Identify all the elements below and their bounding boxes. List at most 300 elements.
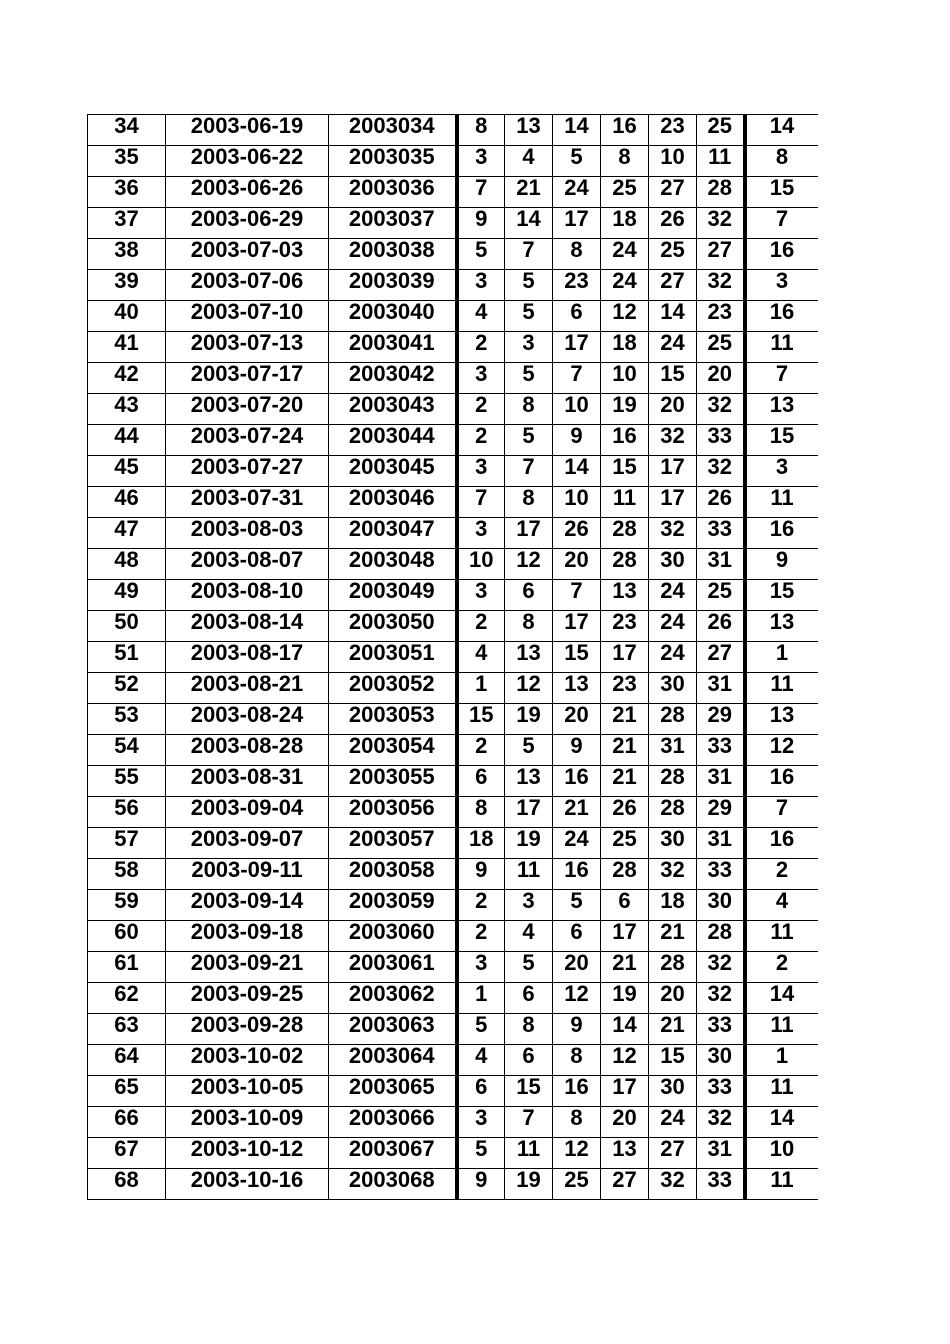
red-ball-2-cell: 17 [505, 518, 553, 549]
row-index-cell: 43 [88, 394, 166, 425]
red-ball-5-cell: 18 [649, 890, 697, 921]
issue-number-cell: 2003057 [329, 828, 457, 859]
red-ball-6-cell: 30 [697, 890, 745, 921]
red-ball-3-cell: 6 [553, 921, 601, 952]
draw-date-cell: 2003-07-13 [166, 332, 329, 363]
red-ball-4-cell: 14 [601, 1014, 649, 1045]
red-ball-4-cell: 28 [601, 859, 649, 890]
red-ball-3-cell: 23 [553, 270, 601, 301]
red-ball-5-cell: 28 [649, 952, 697, 983]
issue-number-cell: 2003050 [329, 611, 457, 642]
blue-ball-cell: 16 [745, 301, 818, 332]
red-ball-6-cell: 25 [697, 332, 745, 363]
red-ball-3-cell: 21 [553, 797, 601, 828]
issue-number-cell: 2003037 [329, 208, 457, 239]
draw-date-cell: 2003-09-14 [166, 890, 329, 921]
row-index-cell: 60 [88, 921, 166, 952]
table-row [88, 487, 818, 518]
red-ball-6-cell: 31 [697, 766, 745, 797]
row-index-cell: 37 [88, 208, 166, 239]
red-ball-3-cell: 6 [553, 301, 601, 332]
red-ball-2-cell: 5 [505, 735, 553, 766]
red-ball-3-cell: 7 [553, 580, 601, 611]
red-ball-1-cell: 7 [457, 177, 505, 208]
draw-date-cell: 2003-08-07 [166, 549, 329, 580]
red-ball-2-cell: 8 [505, 1014, 553, 1045]
row-index-cell: 56 [88, 797, 166, 828]
red-ball-1-cell: 2 [457, 890, 505, 921]
red-ball-1-cell: 3 [457, 146, 505, 177]
red-ball-5-cell: 32 [649, 518, 697, 549]
red-ball-3-cell: 20 [553, 549, 601, 580]
blue-ball-cell: 7 [745, 208, 818, 239]
red-ball-5-cell: 20 [649, 394, 697, 425]
red-ball-4-cell: 23 [601, 673, 649, 704]
red-ball-3-cell: 10 [553, 394, 601, 425]
row-index-cell: 61 [88, 952, 166, 983]
issue-number-cell: 2003055 [329, 766, 457, 797]
red-ball-1-cell: 1 [457, 983, 505, 1014]
red-ball-4-cell: 18 [601, 208, 649, 239]
red-ball-3-cell: 17 [553, 208, 601, 239]
red-ball-5-cell: 32 [649, 1169, 697, 1200]
red-ball-6-cell: 27 [697, 239, 745, 270]
red-ball-4-cell: 20 [601, 1107, 649, 1138]
red-ball-1-cell: 18 [457, 828, 505, 859]
red-ball-2-cell: 21 [505, 177, 553, 208]
table-row [88, 177, 818, 208]
red-ball-1-cell: 2 [457, 921, 505, 952]
blue-ball-cell: 11 [745, 487, 818, 518]
red-ball-3-cell: 24 [553, 828, 601, 859]
blue-ball-cell: 12 [745, 735, 818, 766]
issue-number-cell: 2003043 [329, 394, 457, 425]
row-index-cell: 36 [88, 177, 166, 208]
red-ball-2-cell: 13 [505, 115, 553, 146]
red-ball-4-cell: 11 [601, 487, 649, 518]
red-ball-6-cell: 26 [697, 611, 745, 642]
lottery-draw-table [87, 114, 818, 1200]
blue-ball-cell: 16 [745, 766, 818, 797]
draw-date-cell: 2003-08-10 [166, 580, 329, 611]
red-ball-1-cell: 6 [457, 1076, 505, 1107]
draw-date-cell: 2003-06-26 [166, 177, 329, 208]
red-ball-2-cell: 6 [505, 580, 553, 611]
red-ball-6-cell: 25 [697, 580, 745, 611]
red-ball-2-cell: 8 [505, 611, 553, 642]
draw-date-cell: 2003-09-07 [166, 828, 329, 859]
red-ball-6-cell: 32 [697, 270, 745, 301]
draw-date-cell: 2003-09-11 [166, 859, 329, 890]
red-ball-6-cell: 33 [697, 1014, 745, 1045]
table-row [88, 859, 818, 890]
red-ball-3-cell: 24 [553, 177, 601, 208]
row-index-cell: 47 [88, 518, 166, 549]
red-ball-4-cell: 21 [601, 952, 649, 983]
red-ball-2-cell: 12 [505, 673, 553, 704]
red-ball-4-cell: 19 [601, 983, 649, 1014]
red-ball-6-cell: 20 [697, 363, 745, 394]
draw-date-cell: 2003-09-21 [166, 952, 329, 983]
blue-ball-cell: 16 [745, 828, 818, 859]
red-ball-5-cell: 24 [649, 642, 697, 673]
red-ball-3-cell: 20 [553, 952, 601, 983]
red-ball-5-cell: 28 [649, 704, 697, 735]
red-ball-2-cell: 6 [505, 983, 553, 1014]
red-ball-3-cell: 16 [553, 859, 601, 890]
table-row [88, 704, 818, 735]
red-ball-5-cell: 24 [649, 580, 697, 611]
red-ball-5-cell: 30 [649, 1076, 697, 1107]
red-ball-4-cell: 18 [601, 332, 649, 363]
draw-date-cell: 2003-10-16 [166, 1169, 329, 1200]
row-index-cell: 34 [88, 115, 166, 146]
red-ball-1-cell: 6 [457, 766, 505, 797]
table-row [88, 673, 818, 704]
red-ball-5-cell: 27 [649, 1138, 697, 1169]
red-ball-1-cell: 9 [457, 859, 505, 890]
table-row [88, 1169, 818, 1200]
red-ball-6-cell: 25 [697, 115, 745, 146]
blue-ball-cell: 3 [745, 270, 818, 301]
red-ball-3-cell: 8 [553, 1107, 601, 1138]
red-ball-5-cell: 15 [649, 363, 697, 394]
red-ball-3-cell: 16 [553, 1076, 601, 1107]
red-ball-2-cell: 14 [505, 208, 553, 239]
red-ball-5-cell: 24 [649, 332, 697, 363]
red-ball-2-cell: 7 [505, 1107, 553, 1138]
red-ball-3-cell: 14 [553, 456, 601, 487]
issue-number-cell: 2003056 [329, 797, 457, 828]
red-ball-4-cell: 23 [601, 611, 649, 642]
red-ball-4-cell: 12 [601, 1045, 649, 1076]
table-row [88, 766, 818, 797]
red-ball-3-cell: 13 [553, 673, 601, 704]
red-ball-2-cell: 3 [505, 332, 553, 363]
red-ball-4-cell: 17 [601, 642, 649, 673]
row-index-cell: 65 [88, 1076, 166, 1107]
row-index-cell: 62 [88, 983, 166, 1014]
red-ball-4-cell: 17 [601, 921, 649, 952]
issue-number-cell: 2003058 [329, 859, 457, 890]
red-ball-3-cell: 9 [553, 425, 601, 456]
row-index-cell: 52 [88, 673, 166, 704]
row-index-cell: 67 [88, 1138, 166, 1169]
row-index-cell: 63 [88, 1014, 166, 1045]
red-ball-2-cell: 5 [505, 301, 553, 332]
red-ball-1-cell: 2 [457, 735, 505, 766]
red-ball-4-cell: 6 [601, 890, 649, 921]
draw-date-cell: 2003-09-28 [166, 1014, 329, 1045]
red-ball-5-cell: 30 [649, 549, 697, 580]
blue-ball-cell: 9 [745, 549, 818, 580]
table-row [88, 735, 818, 766]
row-index-cell: 41 [88, 332, 166, 363]
issue-number-cell: 2003041 [329, 332, 457, 363]
red-ball-1-cell: 5 [457, 1138, 505, 1169]
issue-number-cell: 2003036 [329, 177, 457, 208]
table-row [88, 797, 818, 828]
red-ball-3-cell: 16 [553, 766, 601, 797]
issue-number-cell: 2003060 [329, 921, 457, 952]
table-row [88, 518, 818, 549]
blue-ball-cell: 2 [745, 859, 818, 890]
red-ball-3-cell: 5 [553, 890, 601, 921]
blue-ball-cell: 7 [745, 363, 818, 394]
table-row [88, 239, 818, 270]
red-ball-3-cell: 8 [553, 239, 601, 270]
blue-ball-cell: 13 [745, 394, 818, 425]
blue-ball-cell: 11 [745, 332, 818, 363]
red-ball-6-cell: 27 [697, 642, 745, 673]
red-ball-3-cell: 17 [553, 611, 601, 642]
red-ball-5-cell: 14 [649, 301, 697, 332]
red-ball-6-cell: 33 [697, 735, 745, 766]
draw-date-cell: 2003-08-03 [166, 518, 329, 549]
issue-number-cell: 2003054 [329, 735, 457, 766]
red-ball-1-cell: 3 [457, 952, 505, 983]
red-ball-2-cell: 3 [505, 890, 553, 921]
red-ball-5-cell: 32 [649, 859, 697, 890]
row-index-cell: 35 [88, 146, 166, 177]
red-ball-1-cell: 2 [457, 332, 505, 363]
row-index-cell: 54 [88, 735, 166, 766]
red-ball-5-cell: 24 [649, 611, 697, 642]
red-ball-2-cell: 13 [505, 766, 553, 797]
row-index-cell: 66 [88, 1107, 166, 1138]
draw-date-cell: 2003-10-05 [166, 1076, 329, 1107]
draw-date-cell: 2003-08-24 [166, 704, 329, 735]
table-row [88, 146, 818, 177]
red-ball-4-cell: 28 [601, 518, 649, 549]
red-ball-6-cell: 32 [697, 394, 745, 425]
red-ball-1-cell: 9 [457, 208, 505, 239]
red-ball-5-cell: 25 [649, 239, 697, 270]
red-ball-2-cell: 13 [505, 642, 553, 673]
red-ball-2-cell: 19 [505, 828, 553, 859]
red-ball-2-cell: 19 [505, 704, 553, 735]
blue-ball-cell: 14 [745, 983, 818, 1014]
red-ball-3-cell: 20 [553, 704, 601, 735]
draw-date-cell: 2003-09-25 [166, 983, 329, 1014]
issue-number-cell: 2003046 [329, 487, 457, 518]
row-index-cell: 45 [88, 456, 166, 487]
row-index-cell: 59 [88, 890, 166, 921]
red-ball-5-cell: 17 [649, 456, 697, 487]
issue-number-cell: 2003044 [329, 425, 457, 456]
row-index-cell: 58 [88, 859, 166, 890]
issue-number-cell: 2003045 [329, 456, 457, 487]
red-ball-4-cell: 24 [601, 270, 649, 301]
row-index-cell: 51 [88, 642, 166, 673]
table-row [88, 1014, 818, 1045]
table-row [88, 456, 818, 487]
red-ball-5-cell: 28 [649, 766, 697, 797]
blue-ball-cell: 7 [745, 797, 818, 828]
blue-ball-cell: 16 [745, 518, 818, 549]
red-ball-4-cell: 21 [601, 766, 649, 797]
table-row [88, 1076, 818, 1107]
red-ball-5-cell: 21 [649, 921, 697, 952]
blue-ball-cell: 13 [745, 611, 818, 642]
table-row [88, 549, 818, 580]
blue-ball-cell: 11 [745, 1169, 818, 1200]
draw-date-cell: 2003-09-18 [166, 921, 329, 952]
draw-date-cell: 2003-10-12 [166, 1138, 329, 1169]
table-row [88, 1138, 818, 1169]
table-body [88, 115, 818, 1200]
issue-number-cell: 2003048 [329, 549, 457, 580]
blue-ball-cell: 15 [745, 425, 818, 456]
row-index-cell: 53 [88, 704, 166, 735]
red-ball-5-cell: 15 [649, 1045, 697, 1076]
red-ball-4-cell: 8 [601, 146, 649, 177]
table-row [88, 363, 818, 394]
red-ball-1-cell: 3 [457, 1107, 505, 1138]
issue-number-cell: 2003040 [329, 301, 457, 332]
red-ball-1-cell: 7 [457, 487, 505, 518]
blue-ball-cell: 15 [745, 177, 818, 208]
red-ball-5-cell: 31 [649, 735, 697, 766]
red-ball-4-cell: 13 [601, 1138, 649, 1169]
issue-number-cell: 2003063 [329, 1014, 457, 1045]
red-ball-2-cell: 8 [505, 487, 553, 518]
row-index-cell: 50 [88, 611, 166, 642]
red-ball-1-cell: 8 [457, 797, 505, 828]
red-ball-2-cell: 11 [505, 1138, 553, 1169]
red-ball-2-cell: 5 [505, 270, 553, 301]
red-ball-4-cell: 16 [601, 425, 649, 456]
row-index-cell: 57 [88, 828, 166, 859]
table-row [88, 642, 818, 673]
row-index-cell: 39 [88, 270, 166, 301]
red-ball-5-cell: 26 [649, 208, 697, 239]
row-index-cell: 38 [88, 239, 166, 270]
red-ball-6-cell: 31 [697, 549, 745, 580]
red-ball-3-cell: 5 [553, 146, 601, 177]
issue-number-cell: 2003042 [329, 363, 457, 394]
table-row [88, 890, 818, 921]
red-ball-6-cell: 28 [697, 177, 745, 208]
issue-number-cell: 2003053 [329, 704, 457, 735]
red-ball-2-cell: 5 [505, 363, 553, 394]
red-ball-6-cell: 32 [697, 1107, 745, 1138]
blue-ball-cell: 14 [745, 1107, 818, 1138]
red-ball-1-cell: 15 [457, 704, 505, 735]
blue-ball-cell: 10 [745, 1138, 818, 1169]
red-ball-6-cell: 30 [697, 1045, 745, 1076]
row-index-cell: 55 [88, 766, 166, 797]
blue-ball-cell: 8 [745, 146, 818, 177]
issue-number-cell: 2003065 [329, 1076, 457, 1107]
blue-ball-cell: 14 [745, 115, 818, 146]
blue-ball-cell: 4 [745, 890, 818, 921]
red-ball-5-cell: 21 [649, 1014, 697, 1045]
red-ball-2-cell: 4 [505, 921, 553, 952]
red-ball-2-cell: 11 [505, 859, 553, 890]
red-ball-1-cell: 2 [457, 394, 505, 425]
blue-ball-cell: 1 [745, 1045, 818, 1076]
draw-date-cell: 2003-08-14 [166, 611, 329, 642]
red-ball-1-cell: 3 [457, 363, 505, 394]
red-ball-1-cell: 4 [457, 642, 505, 673]
red-ball-2-cell: 7 [505, 456, 553, 487]
red-ball-1-cell: 3 [457, 518, 505, 549]
red-ball-1-cell: 3 [457, 580, 505, 611]
red-ball-5-cell: 32 [649, 425, 697, 456]
red-ball-3-cell: 12 [553, 983, 601, 1014]
red-ball-4-cell: 28 [601, 549, 649, 580]
draw-date-cell: 2003-08-21 [166, 673, 329, 704]
red-ball-4-cell: 26 [601, 797, 649, 828]
red-ball-2-cell: 15 [505, 1076, 553, 1107]
draw-date-cell: 2003-06-29 [166, 208, 329, 239]
red-ball-4-cell: 10 [601, 363, 649, 394]
red-ball-5-cell: 28 [649, 797, 697, 828]
issue-number-cell: 2003047 [329, 518, 457, 549]
red-ball-3-cell: 14 [553, 115, 601, 146]
red-ball-4-cell: 21 [601, 704, 649, 735]
row-index-cell: 48 [88, 549, 166, 580]
blue-ball-cell: 11 [745, 673, 818, 704]
table-row [88, 983, 818, 1014]
red-ball-6-cell: 31 [697, 673, 745, 704]
draw-date-cell: 2003-07-10 [166, 301, 329, 332]
issue-number-cell: 2003052 [329, 673, 457, 704]
table-row [88, 611, 818, 642]
red-ball-3-cell: 17 [553, 332, 601, 363]
red-ball-3-cell: 15 [553, 642, 601, 673]
blue-ball-cell: 1 [745, 642, 818, 673]
red-ball-6-cell: 32 [697, 456, 745, 487]
draw-date-cell: 2003-07-17 [166, 363, 329, 394]
red-ball-6-cell: 33 [697, 1076, 745, 1107]
blue-ball-cell: 16 [745, 239, 818, 270]
draw-date-cell: 2003-07-20 [166, 394, 329, 425]
red-ball-3-cell: 8 [553, 1045, 601, 1076]
red-ball-6-cell: 23 [697, 301, 745, 332]
red-ball-4-cell: 13 [601, 580, 649, 611]
table-row [88, 1045, 818, 1076]
draw-date-cell: 2003-10-02 [166, 1045, 329, 1076]
red-ball-1-cell: 5 [457, 239, 505, 270]
red-ball-2-cell: 5 [505, 425, 553, 456]
red-ball-5-cell: 20 [649, 983, 697, 1014]
draw-date-cell: 2003-08-31 [166, 766, 329, 797]
issue-number-cell: 2003034 [329, 115, 457, 146]
red-ball-6-cell: 33 [697, 1169, 745, 1200]
draw-date-cell: 2003-08-28 [166, 735, 329, 766]
red-ball-2-cell: 5 [505, 952, 553, 983]
issue-number-cell: 2003064 [329, 1045, 457, 1076]
red-ball-2-cell: 19 [505, 1169, 553, 1200]
red-ball-3-cell: 12 [553, 1138, 601, 1169]
row-index-cell: 40 [88, 301, 166, 332]
table-row [88, 208, 818, 239]
red-ball-4-cell: 12 [601, 301, 649, 332]
blue-ball-cell: 2 [745, 952, 818, 983]
row-index-cell: 49 [88, 580, 166, 611]
red-ball-4-cell: 21 [601, 735, 649, 766]
row-index-cell: 44 [88, 425, 166, 456]
red-ball-4-cell: 24 [601, 239, 649, 270]
table-row [88, 425, 818, 456]
red-ball-5-cell: 10 [649, 146, 697, 177]
blue-ball-cell: 11 [745, 1076, 818, 1107]
table-row [88, 394, 818, 425]
red-ball-4-cell: 15 [601, 456, 649, 487]
blue-ball-cell: 15 [745, 580, 818, 611]
